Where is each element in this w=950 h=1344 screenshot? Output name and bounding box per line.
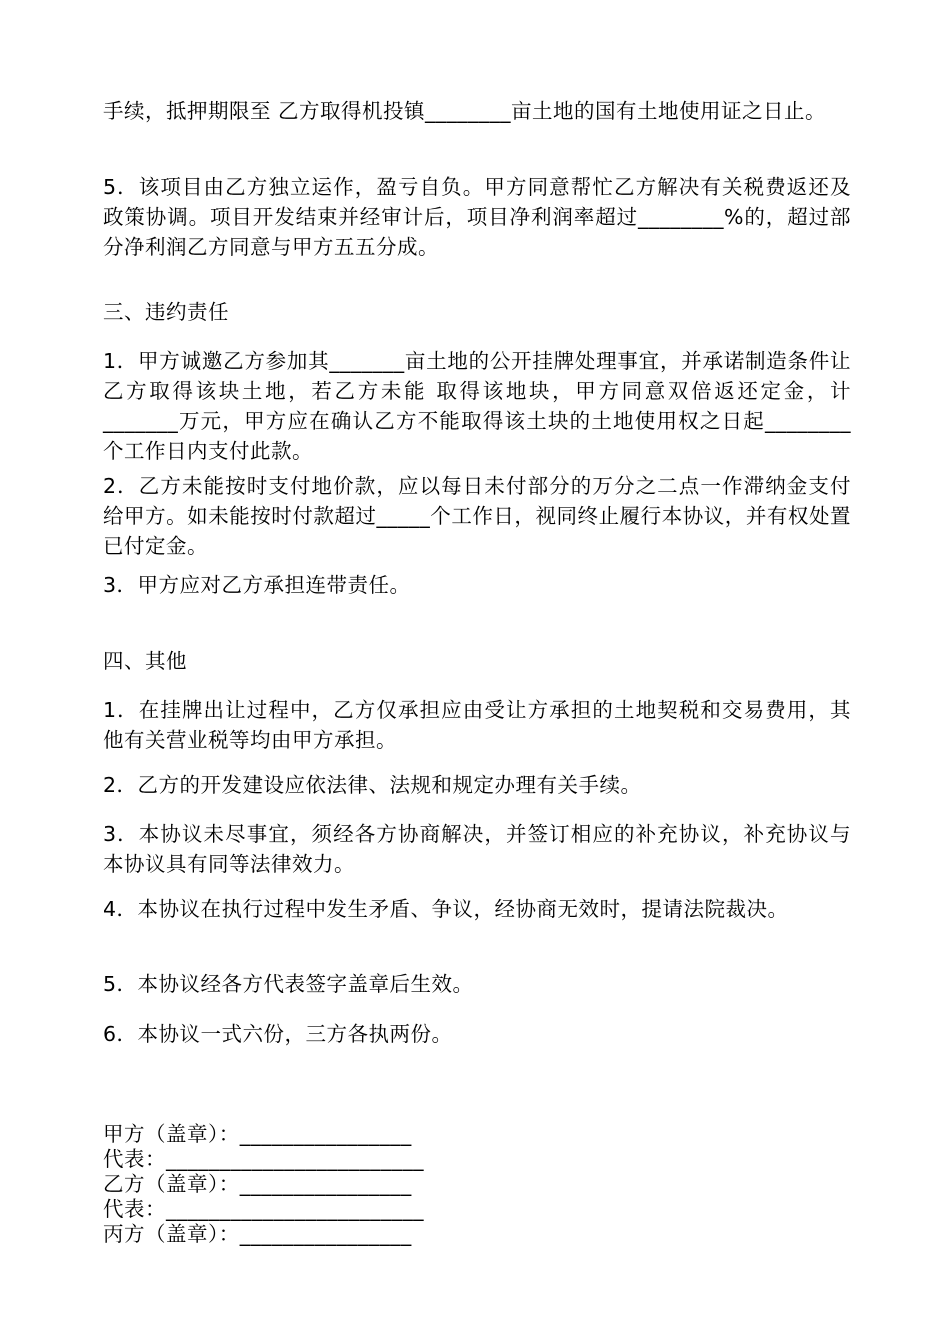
paragraph-3-3-joint-liability: 3．甲方应对乙方承担连带责任。 [103,573,411,597]
section-title-other: 四、其他 [103,649,187,673]
paragraph-4-5-effective: 5．本协议经各方代表签字盖章后生效。 [103,972,474,996]
paragraph-2-5-profit-sharing: 5．该项目由乙方独立运作，盈亏自负。甲方同意帮忙乙方解决有关税费返还及政策协调。项目开发结束并经审计后，项目净利润率超过________%的，超过部分净利润乙方同意与甲方五五分成。 [103,175,851,259]
signature-line-party-b-representative: 代表：________________________ [103,1197,424,1221]
paragraph-4-3-supplement: 3．本协议未尽事宜，须经各方协商解决，并签订相应的补充协议，补充协议与本协议具有同等法律效力。 [103,822,851,876]
paragraph-4-6-copies: 6．本协议一式六份，三方各执两份。 [103,1022,453,1046]
paragraph-4-1-taxes: 1．在挂牌出让过程中，乙方仅承担应由受让方承担的土地契税和交易费用，其他有关营业税等均由甲方承担。 [103,698,851,752]
paragraph-mortgage-term: 手续，抵押期限至 乙方取得机投镇________亩土地的国有土地使用证之日止。 [103,99,827,123]
section-title-breach-liability: 三、违约责任 [103,300,229,324]
paragraph-4-4-disputes: 4．本协议在执行过程中发生矛盾、争议，经协商无效时，提请法院裁决。 [103,897,789,921]
signature-line-party-c: 丙方（盖章）：________________ [103,1222,412,1246]
paragraph-3-2-late-payment: 2．乙方未能按时支付地价款，应以每日未付部分的万分之二点一作滞纳金支付给甲方。如未能按时付款超过_____个工作日，视同终止履行本协议，并有权处置已付定金。 [103,474,851,558]
paragraph-4-2-procedures: 2．乙方的开发建设应依法律、法规和规定办理有关手续。 [103,773,642,797]
signature-line-party-b: 乙方（盖章）：________________ [103,1172,412,1196]
signature-line-party-a-representative: 代表：________________________ [103,1147,424,1171]
signature-line-party-a: 甲方（盖章）：________________ [103,1122,412,1146]
paragraph-3-1-deposit-refund: 1．甲方诚邀乙方参加其_______亩土地的公开挂牌处理事宜，并承诺制造条件让乙方取得该块土地，若乙方未能 取得该地块，甲方同意双倍返还定金，计_______万元，甲方应在确认乙方不能取得该土块的土地使用权之日起________个工作日内支付此款。 [103,349,851,463]
